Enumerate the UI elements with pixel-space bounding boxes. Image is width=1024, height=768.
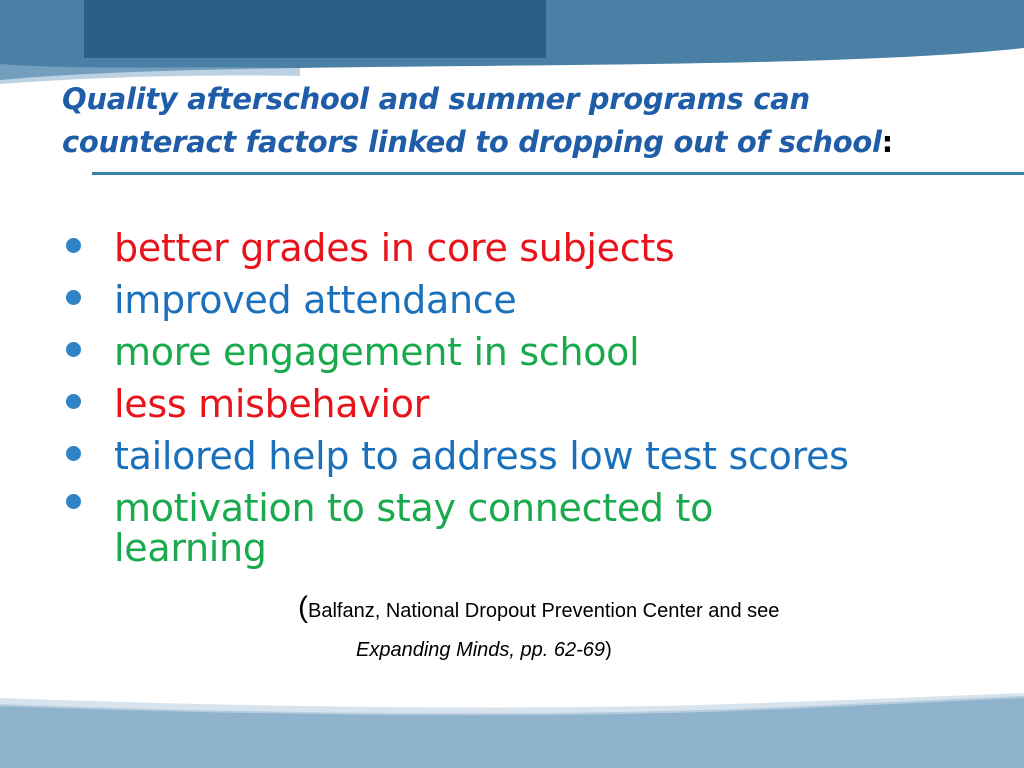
citation-line-2	[298, 637, 938, 663]
bullet-list	[62, 222, 1002, 568]
bullet-text: more engagement in school	[114, 330, 640, 374]
bullet-text: improved attendance	[114, 278, 517, 322]
citation-open-paren: (	[298, 591, 308, 624]
bullet-text: better grades in core subjects	[114, 226, 675, 270]
bullet-dot-icon	[66, 394, 81, 409]
bullet-text: motivation to stay connected to learning	[114, 486, 714, 570]
bullet-dot-icon	[66, 494, 81, 509]
bullet-dot-icon	[66, 290, 81, 305]
bullet-dot-icon	[66, 238, 81, 253]
bullet-text: tailored help to address low test scores	[114, 434, 849, 478]
bullet-item	[62, 222, 1002, 274]
citation-source: Balfanz, National Dropout Prevention Center and see	[308, 600, 780, 622]
citation-close-paren: )	[605, 639, 612, 661]
bullet-item	[62, 482, 1002, 568]
citation	[298, 588, 938, 663]
citation-reference: Expanding Minds, pp. 62-69	[356, 639, 606, 661]
title-line-2: counteract factors linked to dropping out of school	[62, 125, 882, 159]
bullet-item	[62, 326, 1002, 378]
citation-line-1	[298, 588, 938, 631]
bullet-dot-icon	[66, 342, 81, 357]
slide-title	[62, 78, 982, 164]
bullet-text: less misbehavior	[114, 382, 429, 426]
bullet-dot-icon	[66, 446, 81, 461]
bullet-item	[62, 274, 1002, 326]
bullet-item	[62, 430, 1002, 482]
title-line-1: Quality afterschool and summer programs can	[62, 82, 810, 116]
bullet-item	[62, 378, 1002, 430]
bottom-decorative-band	[0, 690, 1024, 768]
title-underline-rule	[92, 172, 1024, 175]
title-colon: :	[881, 125, 893, 159]
